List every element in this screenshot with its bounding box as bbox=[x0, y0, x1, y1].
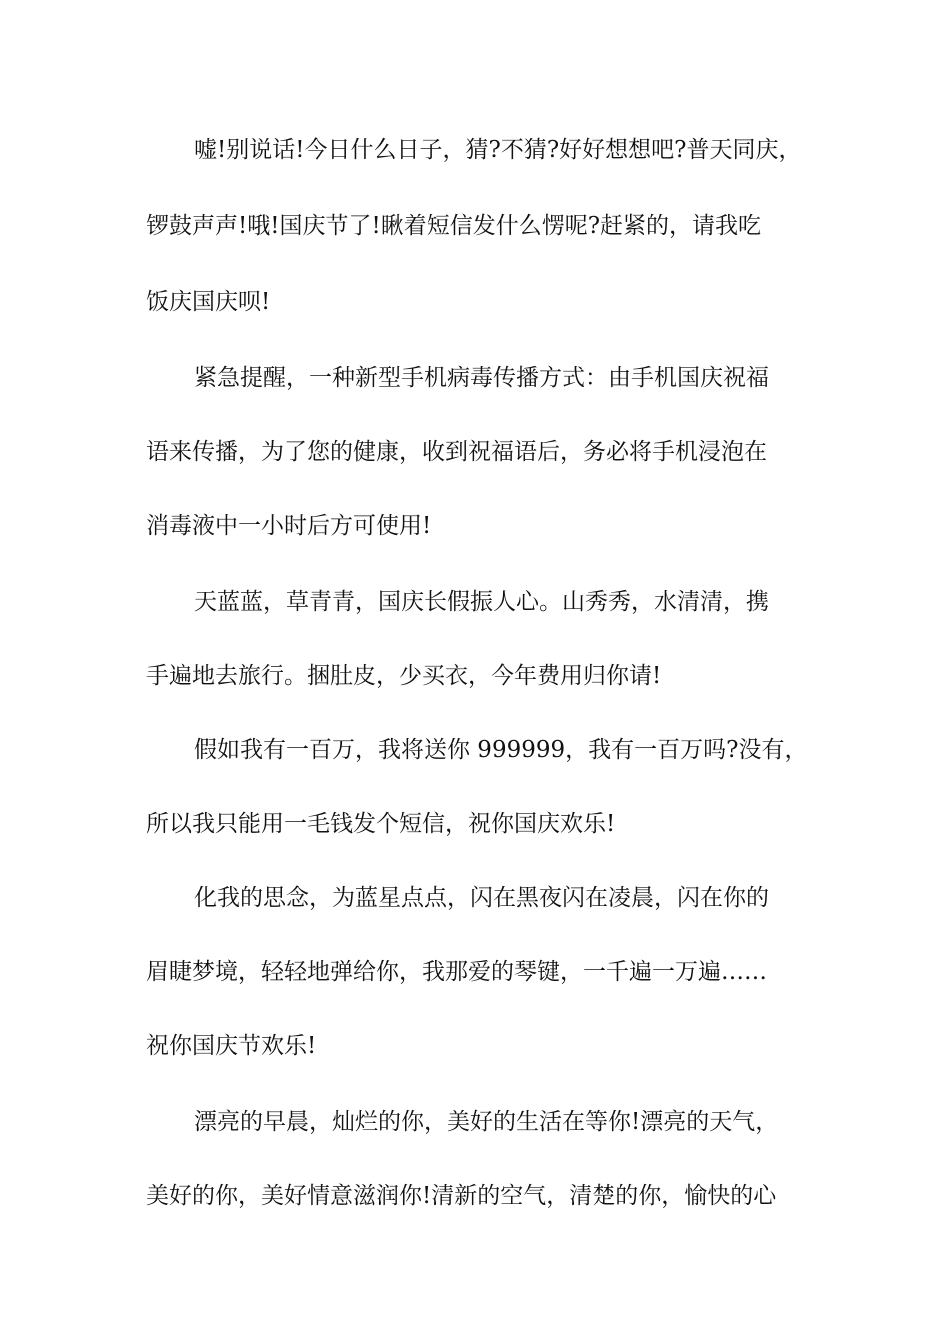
paragraph-1-line-2: 锣鼓声声!哦!国庆节了!瞅着短信发什么愣呢?赶紧的，请我吃 bbox=[146, 213, 762, 239]
paragraph-4-line-1: 假如我有一百万，我将送你 999999，我有一百万吗?没有， bbox=[194, 737, 808, 763]
paragraph-3-line-2: 手遍地去旅行。捆肚皮，少买衣，今年费用归你请! bbox=[146, 663, 662, 689]
paragraph-4-line-2: 所以我只能用一毛钱发个短信，祝你国庆欢乐! bbox=[146, 811, 616, 837]
paragraph-6-line-2: 美好的你，美好情意滋润你!清新的空气，清楚的你，愉快的心 bbox=[146, 1183, 777, 1209]
paragraph-3-line-1: 天蓝蓝，草青青，国庆长假振人心。山秀秀，水清清，携 bbox=[194, 589, 769, 615]
paragraph-5-line-1: 化我的思念，为蓝星点点，闪在黑夜闪在凌晨，闪在你的 bbox=[194, 885, 769, 911]
paragraph-2-line-2: 语来传播，为了您的健康，收到祝福语后，务必将手机浸泡在 bbox=[146, 439, 767, 465]
paragraph-5-line-2: 眉睫梦境，轻轻地弹给你，我那爱的琴键，一千遍一万遍…… bbox=[146, 959, 767, 985]
paragraph-6-line-1: 漂亮的早晨，灿烂的你，美好的生活在等你!漂亮的天气， bbox=[194, 1109, 779, 1135]
paragraph-1-line-1: 嘘!别说话!今日什么日子，猜?不猜?好好想想吧?普天同庆， bbox=[194, 137, 802, 163]
paragraph-2-line-1: 紧急提醒，一种新型手机病毒传播方式：由手机国庆祝福 bbox=[194, 365, 769, 391]
paragraph-2-line-3: 消毒液中一小时后方可使用! bbox=[146, 513, 432, 539]
paragraph-1-line-3: 饭庆国庆呗! bbox=[146, 289, 271, 315]
paragraph-5-line-3: 祝你国庆节欢乐! bbox=[146, 1033, 317, 1059]
